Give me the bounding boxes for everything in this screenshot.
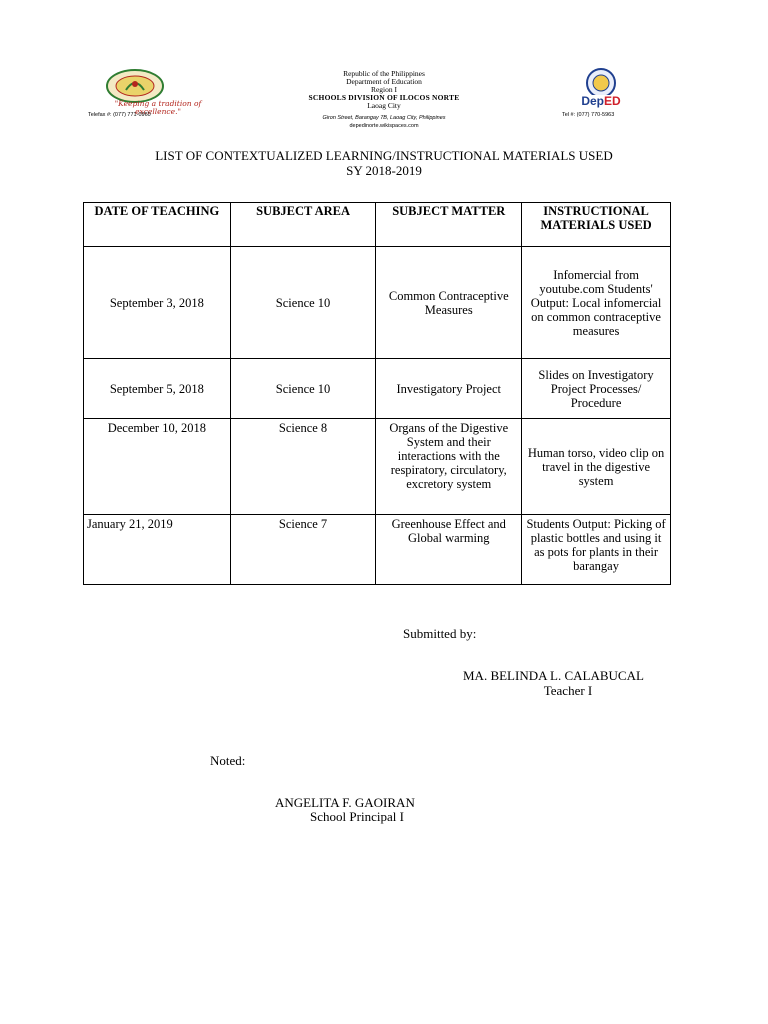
- cell-matter: Organs of the Digestive System and their interactions with the respiratory, circulatory, excretory system: [376, 419, 522, 515]
- header-subject-matter: SUBJECT MATTER: [376, 203, 522, 247]
- website: depedinorte.wikispaces.com: [349, 123, 419, 129]
- teacher-name: MA. BELINDA L. CALABUCAL: [463, 668, 644, 683]
- principal-position: School Principal I: [310, 809, 404, 824]
- cell-materials: Infomercial from youtube.com Students' Output: Local infomercial on common contraceptive measures: [522, 247, 671, 359]
- telefax-number: Telefax #: (077) 771-0960: [88, 112, 151, 118]
- submitted-by-label: Submitted by:: [403, 626, 477, 641]
- principal-name: ANGELITA F. GAOIRAN: [275, 795, 415, 810]
- cell-date: December 10, 2018: [84, 419, 231, 515]
- header-date: DATE OF TEACHING: [84, 203, 231, 247]
- cell-matter: Greenhouse Effect and Global warming: [376, 515, 522, 585]
- cell-subject: Science 7: [230, 515, 376, 585]
- table-row: [84, 515, 671, 585]
- table-header-row: [84, 203, 671, 247]
- cell-date: January 21, 2019: [84, 515, 231, 585]
- motto: "Keeping a tradition of excellence.": [114, 99, 202, 116]
- letterhead-line: Region I: [370, 85, 398, 94]
- letterhead-center: [238, 70, 530, 130]
- materials-table: [83, 202, 671, 585]
- teacher-position: Teacher I: [543, 683, 593, 698]
- document-title: LIST OF CONTEXTUALIZED LEARNING/INSTRUCTIONAL MATERIALS USED: [155, 148, 613, 163]
- cell-date: September 3, 2018: [84, 247, 231, 359]
- table-row: [84, 419, 671, 515]
- cell-subject: Science 8: [230, 419, 376, 515]
- header-materials: INSTRUCTIONAL MATERIALS USED: [522, 203, 671, 247]
- letterhead-line: Department of Education: [346, 77, 422, 86]
- division-name: SCHOOLS DIVISION OF ILOCOS NORTE: [308, 93, 460, 102]
- school-year: SY 2018-2019: [346, 163, 422, 178]
- noted-label: Noted:: [210, 753, 246, 768]
- cell-materials: Slides on Investigatory Project Processes/ Procedure: [522, 359, 671, 419]
- cell-subject: Science 10: [230, 359, 376, 419]
- city: Laoag City: [367, 101, 401, 110]
- cell-subject: Science 10: [230, 247, 376, 359]
- cell-materials: Students Output: Picking of plastic bottles and using it as pots for plants in their barangay: [522, 515, 671, 585]
- table-row: [84, 247, 671, 359]
- cell-matter: Investigatory Project: [376, 359, 522, 419]
- letterhead: [88, 66, 680, 129]
- address: Giron Street, Barangay 7B, Laoag City, Philippines: [322, 115, 446, 121]
- telephone-number: Tel #: (077) 770-5963: [562, 112, 615, 118]
- letterhead-line: Republic of the Philippines: [343, 69, 425, 78]
- cell-materials: Human torso, video clip on travel in the digestive system: [522, 419, 671, 515]
- cell-matter: Common Contraceptive Measures: [376, 247, 522, 359]
- deped-logo-icon: [572, 68, 630, 108]
- header-subject-area: SUBJECT AREA: [230, 203, 376, 247]
- svg-text:DepED: DepED: [581, 94, 621, 108]
- table-row: [84, 359, 671, 419]
- cell-date: September 5, 2018: [84, 359, 231, 419]
